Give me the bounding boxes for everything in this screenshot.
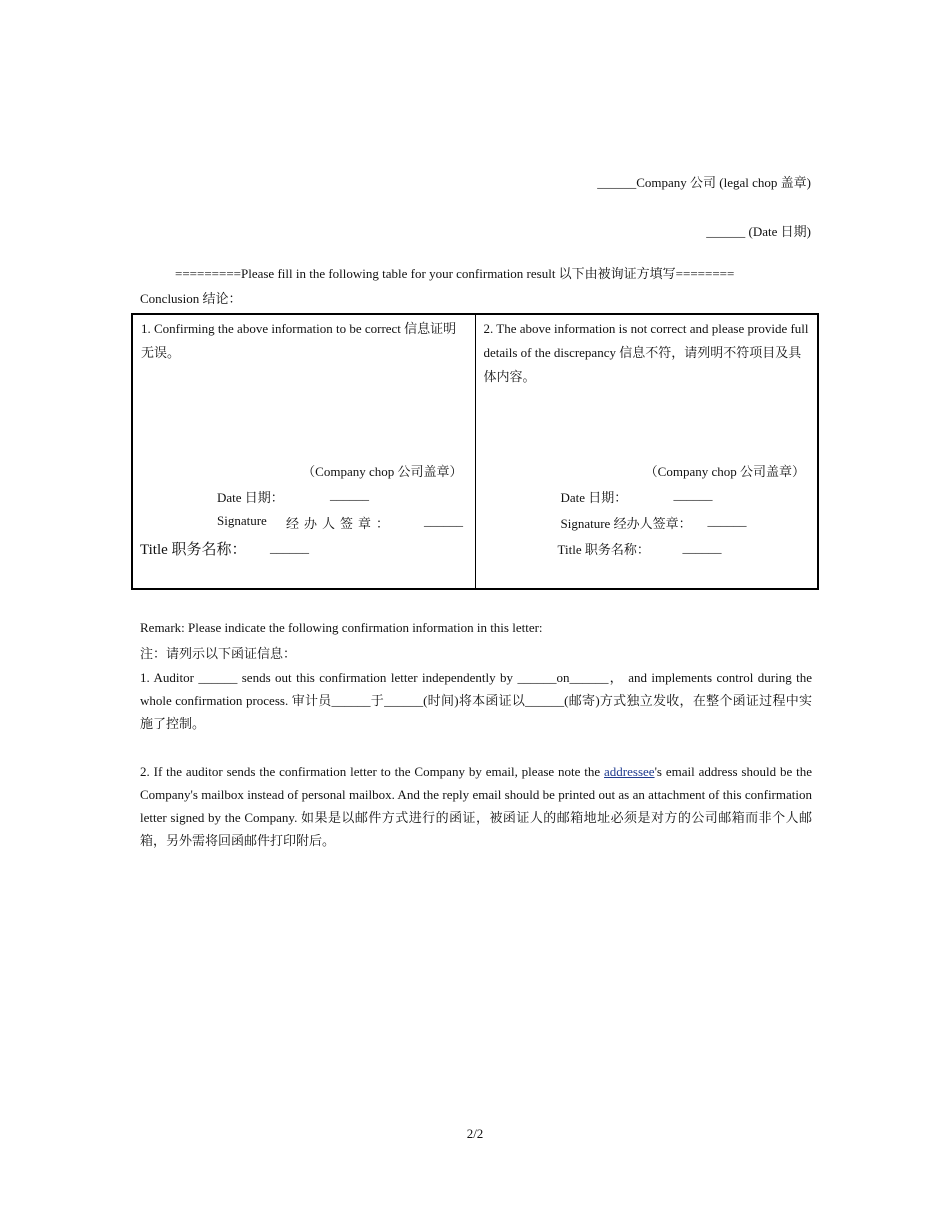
left-signature-cn: 经办人签章： [286,516,395,531]
remark-item-2 [140,760,812,852]
left-signature-label: Signature [217,513,267,528]
right-date-blank: ______ [673,487,713,502]
company-chop-line: ______Company 公司 (legal chop 盖章) [597,175,811,190]
remark-title: Remark: Please indicate the following confirmation information in this letter: [140,620,543,635]
confirm-discrepancy-text: 2. The above information is not correct and please provide full details of the discrepancy 信息不符，请列明不符项目及具体内容。 [483,321,809,384]
addressee-link[interactable]: addressee [604,764,655,779]
confirm-discrepancy-cell [475,314,818,589]
remark-note-cn: 注：请列示以下函证信息： [140,646,297,661]
date-line: ______ (Date 日期) [706,224,811,239]
right-title-blank: ______ [682,540,722,555]
confirm-correct-cell [132,314,475,589]
remark-item-1: 1. Auditor ______ sends out this confirmation letter independently by ______on______， and implements control during the whole confirmation process. 审计员______于______(时间)将本函证以______(邮寄)方式独立发收，在整个函证过程中实施了控制。 [140,670,812,731]
right-company-chop: （Company chop 公司盖章） [644,464,805,479]
left-date-label: Date 日期： [217,490,284,505]
left-title-blank: ______ [270,540,309,555]
page-number: 2/2 [466,1126,484,1141]
right-date-label: Date 日期： [560,490,628,505]
right-signature-blank: ______ [707,513,747,528]
confirm-correct-text: 1. Confirming the above information to be correct 信息证明无误。 [141,321,457,360]
right-signature-label: Signature 经办人签章： [560,516,692,531]
right-title-label: Title 职务名称： [557,542,650,557]
remark-item-2-text-start: 2. If the auditor sends the confirmation letter to the Company by email, please note the [140,764,605,779]
confirmation-table [131,313,819,590]
left-title-label: Title 职务名称： [140,542,247,558]
left-date-blank: ______ [330,487,369,502]
conclusion-label: Conclusion 结论： [140,291,242,306]
remark-item-2-text-end: 's email address should be the Company's mailbox instead of personal mailbox. And the reply email should be printed out as an attachment of this confirmation letter signed by the Company. 如果是以邮件方式进行的函证，被函证人的邮箱地址必须是对方的公司邮箱而非个人邮箱，另外需将回函邮件打印附后。 [140,764,812,848]
left-company-chop: （Company chop 公司盖章） [302,464,463,479]
instruction-line: =========Please fill in the following table for your confirmation result 以下由被询证方填写======== [175,266,735,281]
left-signature-blank: ______ [424,513,463,528]
